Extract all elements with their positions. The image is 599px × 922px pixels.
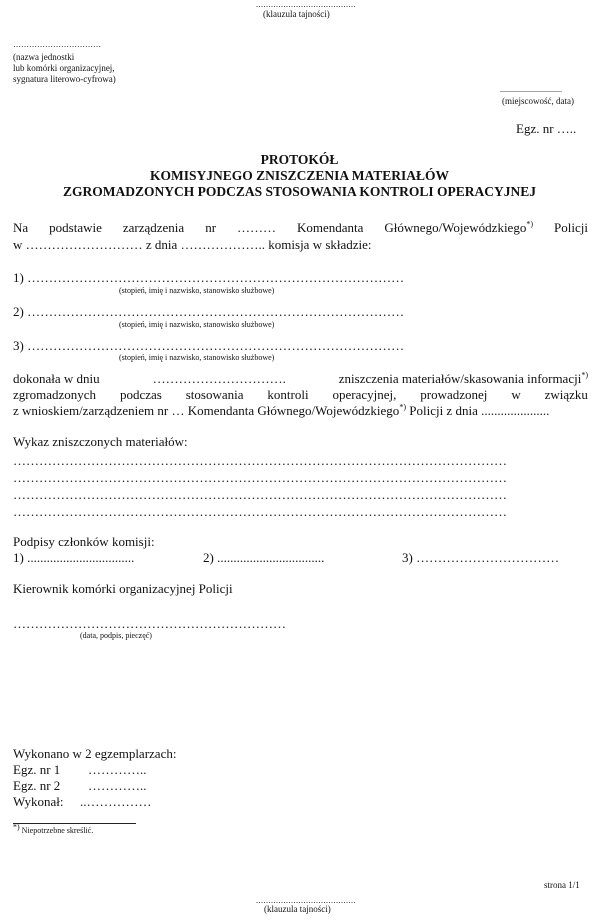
intro-line-1: Na podstawie zarządzenia nr ……… Komendanta Głównego/Wojewódzkiego*) Policji xyxy=(13,219,588,235)
member-3: 3) …………………………………………………………………………… xyxy=(13,338,405,353)
unit-dots: …………………………… xyxy=(13,40,101,49)
materials-list-line-4: …………………………………………………………………………………………………… xyxy=(13,504,507,519)
materials-list-line-1: …………………………………………………………………………………………………… xyxy=(13,453,507,468)
place-date-dots: ............................... xyxy=(500,85,562,94)
signatures-heading: Podpisy członków komisji: xyxy=(13,534,155,549)
manager-signature-caption: (data, podpis, pieczęć) xyxy=(80,631,152,640)
unit-label: (nazwa jednostki lub komórki organizacyjnej, sygnatura literowo-cyfrowa) xyxy=(13,52,116,84)
materials-list-line-2: …………………………………………………………………………………………………… xyxy=(13,470,507,485)
copy-2-dots: ………….. xyxy=(88,778,147,793)
manager-signature-dots: ……………………………………………………… xyxy=(13,616,286,631)
top-clause-label: (klauzula tajności) xyxy=(263,9,330,19)
executed-by-dots: ..…………… xyxy=(80,794,152,809)
bottom-clause-label: (klauzula tajności) xyxy=(264,904,331,914)
document-title-line3: ZGROMADZONYCH PODCZAS STOSOWANIA KONTROLI OPERACYJNEJ xyxy=(62,184,537,199)
footnote: *) Niepotrzebne skreślić. xyxy=(13,822,94,835)
materials-list-line-3: …………………………………………………………………………………………………… xyxy=(13,487,507,502)
copy-number: Egz. nr ….. xyxy=(516,121,577,136)
member-2-caption: (stopień, imię i nazwisko, stanowisko służbowe) xyxy=(119,320,275,329)
manager-heading: Kierownik komórki organizacyjnej Policji xyxy=(13,581,233,596)
signature-1: 1) ................................. xyxy=(13,550,135,565)
member-1: 1) …………………………………………………………………………… xyxy=(13,270,405,285)
footnote-rule xyxy=(13,823,136,824)
document-title-line2: KOMISYJNEGO ZNISZCZENIA MATERIAŁÓW xyxy=(149,168,450,183)
copy-1-dots: ………….. xyxy=(88,762,147,777)
member-1-caption: (stopień, imię i nazwisko, stanowisko służbowe) xyxy=(119,286,275,295)
document-title: PROTOKÓŁ xyxy=(260,152,339,167)
body-line-1: dokonała w dniu …………………………. zniszczenia materiałów/skasowania informacji*) xyxy=(13,370,588,386)
copy-1-label: Egz. nr 1 xyxy=(13,762,61,777)
signature-2: 2) ................................. xyxy=(203,550,325,565)
materials-list-heading: Wykaz zniszczonych materiałów: xyxy=(13,434,188,449)
body-line-2: zgromadzonych podczas stosowania kontroli operacyjnej, prowadzonej w związku xyxy=(13,387,588,402)
bottom-clause-dots: ........................................ xyxy=(256,896,356,905)
page-number: strona 1/1 xyxy=(544,880,580,890)
intro-line-2: w ……………………… z dnia ……………….. komisja w składzie: xyxy=(13,237,372,252)
top-clause-dots: ........................................ xyxy=(256,0,356,9)
signature-3: 3) …………………………… xyxy=(402,550,560,565)
executed-heading: Wykonano w 2 egzemplarzach: xyxy=(13,746,177,761)
place-date-label: (miejscowość, data) xyxy=(502,96,574,106)
member-3-caption: (stopień, imię i nazwisko, stanowisko służbowe) xyxy=(119,353,275,362)
executed-by-label: Wykonał: xyxy=(13,794,64,809)
copy-2-label: Egz. nr 2 xyxy=(13,778,61,793)
body-line-3: z wnioskiem/zarządzeniem nr … Komendanta Głównego/Wojewódzkiego*) Policji z dnia ..................... xyxy=(13,402,550,418)
member-2: 2) …………………………………………………………………………… xyxy=(13,304,405,319)
